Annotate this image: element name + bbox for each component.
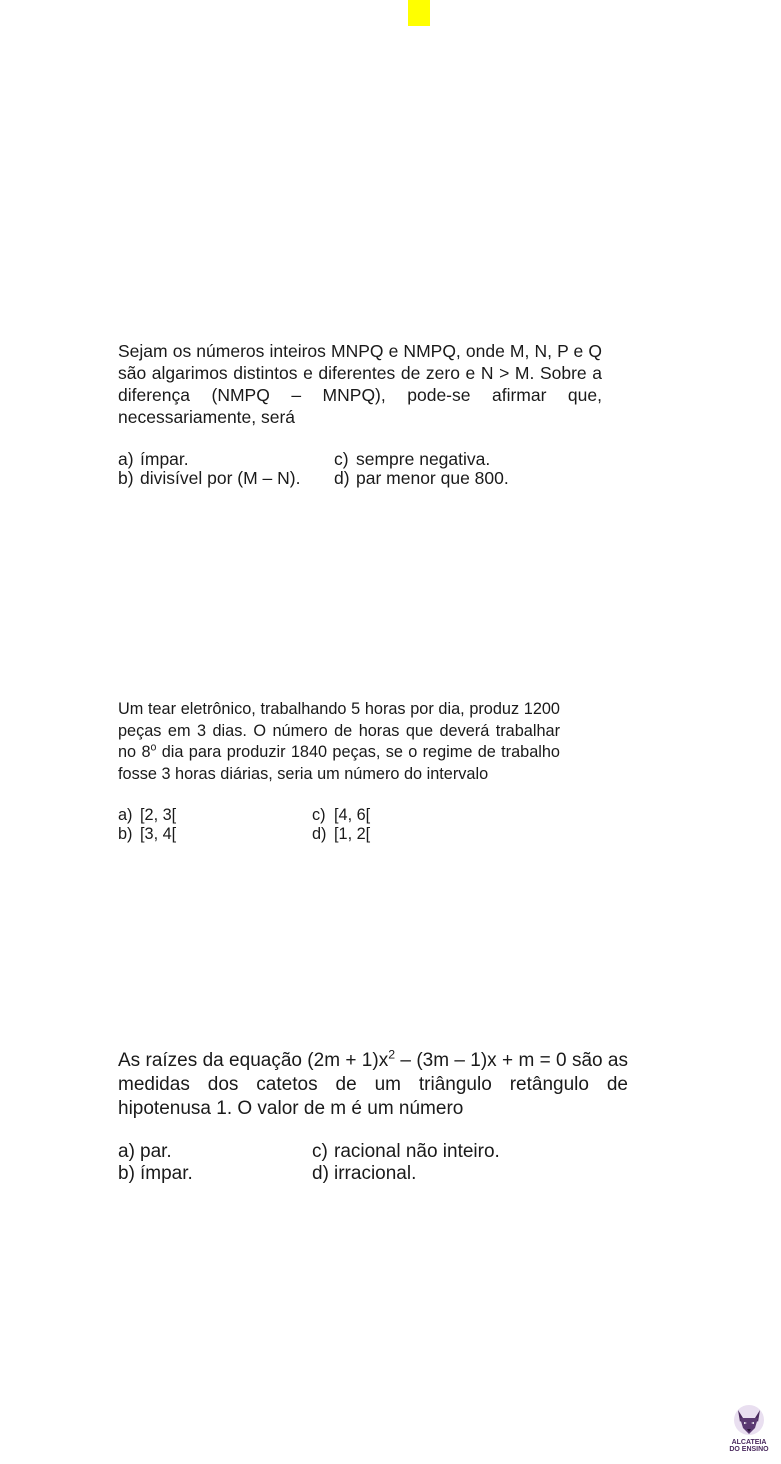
option-a[interactable]: a) ímpar.	[118, 449, 189, 469]
question-3	[118, 1049, 628, 1185]
option-c[interactable]: c) [4, 6[	[312, 806, 371, 824]
question-2-options	[118, 806, 560, 844]
option-b[interactable]: b) divisível por (M – N).	[118, 468, 301, 488]
highlight-marker	[408, 0, 430, 26]
question-2-stem: Um tear eletrônico, trabalhando 5 horas por dia, produz 1200 peças em 3 dias. O número de horas que deverá trabalhar no 8$^o$ dia para produzir 1840 peças, se o regime de trabalho fosse 3 horas diárias, seria um número do intervalo	[118, 700, 560, 783]
question-3-options	[118, 1141, 628, 1185]
option-b[interactable]: b) ímpar.	[118, 1163, 193, 1184]
wolf-logo-icon	[729, 1402, 769, 1454]
question-3-stem: As raízes da equação $(2m + 1)x^2 - (3m - 1)x + m = 0$ são as medidas dos catetos de um triângulo retângulo de hipotenusa 1. O valor de m é um número	[118, 1047, 628, 1119]
option-d[interactable]: d) par menor que 800.	[334, 468, 509, 488]
option-c[interactable]: c) racional não inteiro.	[312, 1141, 500, 1162]
logo-line-1: ALCATEIA	[731, 1439, 767, 1446]
option-d[interactable]: d) irracional.	[312, 1163, 417, 1184]
question-1-stem: Sejam os números inteiros MNPQ e NMPQ, onde M, N, P e Q são algarimos distintos e diferentes de zero e N > M. Sobre a diferença (NMPQ – MNPQ), pode-se afirmar que, necessariamente, será	[118, 341, 602, 427]
option-b[interactable]: b) [3, 4[	[118, 825, 177, 843]
question-1-options	[118, 450, 602, 488]
option-a[interactable]: a) [2, 3[	[118, 806, 177, 824]
option-c[interactable]: c) sempre negativa.	[334, 449, 491, 469]
logo-line-2: DO ENSINO	[729, 1446, 769, 1453]
option-d[interactable]: d) [1, 2[	[312, 825, 371, 843]
question-1	[118, 340, 602, 488]
question-2	[118, 699, 560, 844]
option-a[interactable]: a) par.	[118, 1141, 172, 1162]
